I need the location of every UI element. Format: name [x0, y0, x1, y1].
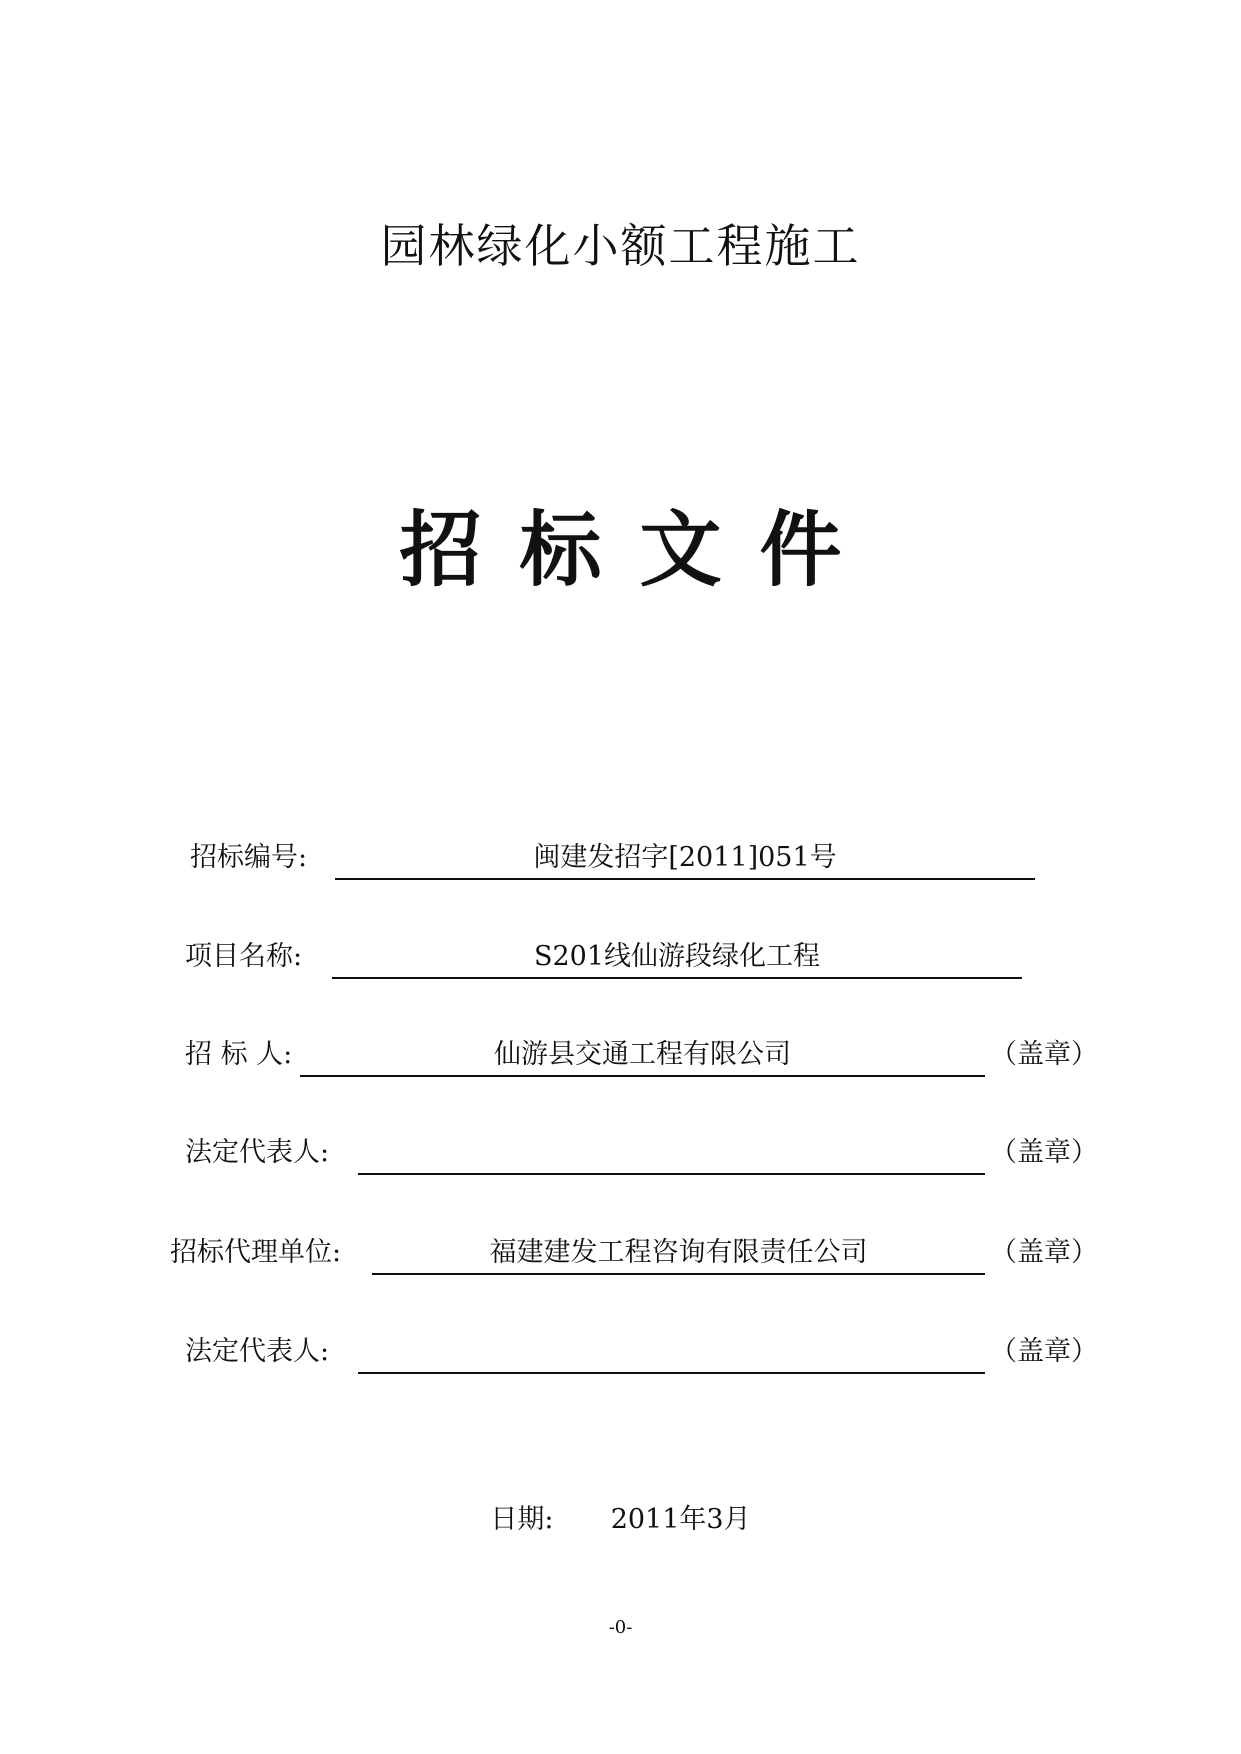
page-number: -0- — [608, 1617, 633, 1638]
field-underline — [332, 977, 1022, 979]
field-legal-rep-2 — [0, 1332, 1241, 1376]
date-label: 日期: — [490, 1504, 554, 1535]
document-subtitle: 园林绿化小额工程施工 — [380, 219, 861, 273]
field-underline — [335, 878, 1035, 880]
field-legal-rep-1 — [0, 1133, 1241, 1177]
seal-mark: （盖章） — [990, 1039, 1098, 1070]
field-agency — [0, 1233, 1241, 1277]
field-underline — [358, 1372, 985, 1374]
seal-mark: （盖章） — [990, 1336, 1098, 1367]
date-line — [0, 1497, 1241, 1536]
field-label: 项目名称: — [185, 941, 303, 972]
date-value: 2011年3月 — [610, 1504, 751, 1535]
field-label: 招 标 人: — [185, 1039, 293, 1070]
field-label: 招标编号: — [190, 842, 308, 873]
field-underline — [372, 1273, 985, 1275]
document-title: 招标文件 — [399, 502, 880, 598]
field-tenderer — [0, 1035, 1241, 1079]
field-underline — [358, 1173, 985, 1175]
field-value: S201线仙游段绿化工程 — [533, 941, 821, 972]
field-label: 招标代理单位: — [170, 1237, 342, 1268]
field-label: 法定代表人: — [185, 1336, 330, 1367]
field-bid-number — [0, 838, 1241, 882]
seal-mark: （盖章） — [990, 1137, 1098, 1168]
field-label: 法定代表人: — [185, 1137, 330, 1168]
field-project-name — [0, 937, 1241, 981]
field-value: 福建建发工程咨询有限责任公司 — [489, 1237, 868, 1268]
field-underline — [300, 1075, 985, 1077]
field-value: 闽建发招字[2011]051号 — [533, 842, 837, 873]
field-value: 仙游县交通工程有限公司 — [494, 1039, 791, 1070]
seal-mark: （盖章） — [990, 1237, 1098, 1268]
